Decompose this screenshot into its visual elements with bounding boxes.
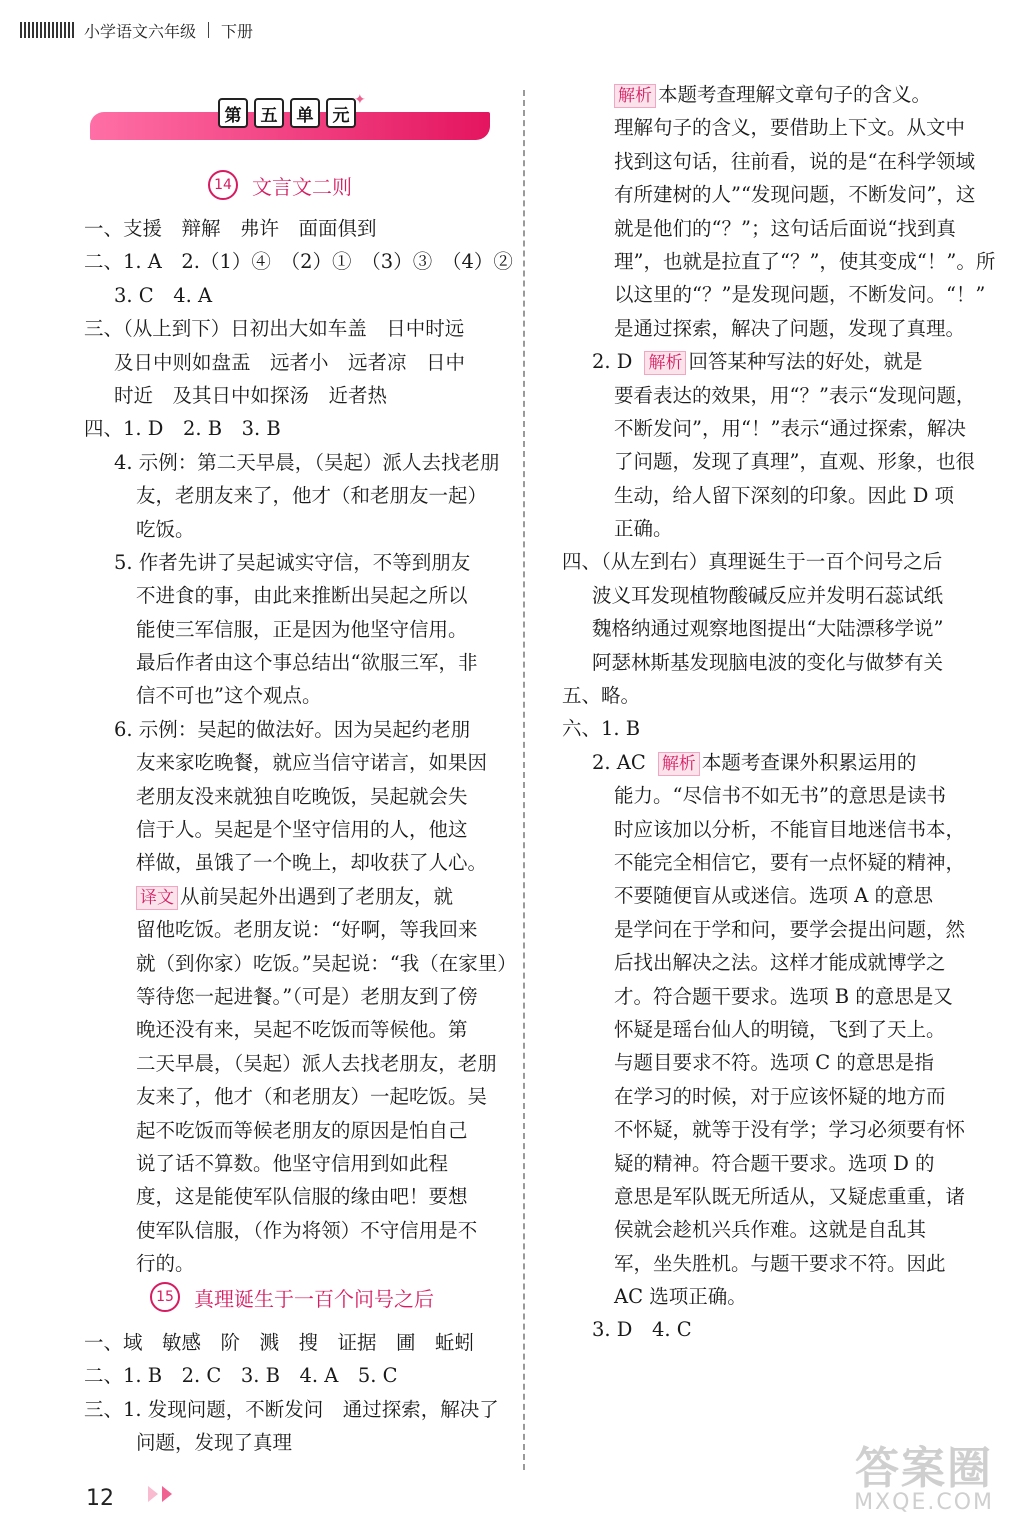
answer-line [84,679,514,712]
answer-text: 不能完全相信它，要有一点怀疑的精神， [614,850,966,874]
answer-text: 一、支援 辩解 弗许 面面俱到 [84,217,377,240]
answer-text: 使军队信服，（作为将领）不守信用是不 [136,1218,478,1242]
answer-line [562,312,992,345]
answer-text: 不进食的事，由此来推断出吴起之所以 [136,584,468,608]
answer-text: 最后作者由这个事总结出“欲服三军，非 [136,651,478,675]
column-divider [523,90,525,1470]
answer-line [562,1313,992,1346]
answer-line [562,479,992,512]
answer-line [84,646,514,679]
analysis-tag: 解析 [658,752,700,776]
answer-line [84,245,514,278]
answer-text: 问题，发现了真理 [136,1431,293,1455]
answer-text: 波义耳发现植物酸碱反应并发明石蕊试纸 [592,583,944,607]
answer-text: 本题考查课外积累运用的 [701,750,917,774]
answer-line [84,1080,514,1113]
answer-line [84,312,514,345]
answer-line [562,412,992,445]
answer-text: 时近 及其日中如探汤 近者热 [114,383,388,407]
book-title: 小学语文六年级 [84,21,197,41]
answer-text: 回答某种写法的好处，就是 [688,350,923,374]
lesson-14-heading [208,170,352,200]
answer-text: 度，这是能使军队信服的缘由吧！要想 [136,1185,468,1209]
answer-line [562,1046,992,1079]
answer-line [84,947,517,980]
answer-line [562,345,992,378]
answer-line [84,913,514,946]
answer-line [562,145,992,178]
answer-line [562,980,992,1013]
book-term: 下册 [221,21,254,41]
page-number: 12 [86,1486,114,1511]
answer-line [562,545,992,578]
answer-line [84,1326,514,1359]
answer-text: 吃饭。 [136,517,195,541]
answer-text: 阿瑟林斯基发现脑电波的变化与做梦有关 [592,650,944,674]
answer-text: 说了话不算数。他坚守信用到如此程 [136,1151,449,1175]
lesson-number: 15 [150,1282,180,1312]
answer-text: 是学问在于学和问，要学会提出问题，然 [614,917,966,941]
answer-line [562,379,992,412]
answer-text: 不要随便盲从或迷信。选项 A 的意思 [614,884,933,908]
analysis-tag: 译文 [136,886,178,910]
answer-text: 四、1. D 2. B 3. B [84,417,281,441]
answer-text: 以这里的“？”是发现问题，不断发问。“！” [614,283,986,307]
answer-text: 2. D [592,350,633,374]
answer-line [562,712,992,745]
answer-text: AC 选项正确。 [614,1285,747,1309]
watermark-logo: 答案圈 [855,1443,994,1494]
answer-line [562,612,992,645]
answer-line [84,1047,514,1080]
answer-line [562,278,992,311]
unit-char: 单 [290,98,320,128]
answer-line [562,1147,992,1180]
answer-line [84,279,514,312]
answer-text: 从前吴起外出遇到了老朋友，就 [180,884,454,908]
answer-line [84,379,514,412]
answer-line [562,1080,992,1113]
answer-line [562,846,992,879]
answer-text: 样做，虽饿了一个晚上，却收获了人心。 [136,851,488,875]
lesson-title: 文言文二则 [252,174,352,199]
lesson-title: 真理诞生于一百个问号之后 [194,1286,434,1311]
answer-text: 留他吃饭。老朋友说：“好啊，等我回来 [136,918,478,942]
lesson-15-heading [150,1282,434,1312]
answer-line [562,779,992,812]
header-barcode-icon [20,22,74,38]
answer-text: 晚还没有来，吴起不吃饭而等候他。第 [136,1018,468,1042]
answer-line [562,512,992,545]
answer-line [84,713,514,746]
lesson-number: 14 [208,170,238,200]
answer-text: 了问题，发现了真理”，直观、形象，也很 [614,450,975,474]
answer-text: 本题考查理解文章句子的含义。 [658,83,932,106]
answer-text: 找到这句话，往前看，说的是“在科学领域 [614,149,975,173]
unit-char: 五 [254,98,284,128]
answer-text: 老朋友没来就独自吃晚饭，吴起就会失 [136,784,468,808]
answer-text: 要看表达的效果，用“？”表示“发现问题， [614,383,976,407]
answer-line [84,780,514,813]
answer-line [562,646,992,679]
answer-line [84,613,514,646]
answer-line [562,1180,992,1213]
answer-text: 友来家吃晚餐，就应当信守诺言，如果因 [136,751,488,775]
answer-line [84,1393,514,1426]
answer-text: 六、1. B [562,717,641,741]
lesson-15-answers [84,1326,514,1460]
answer-text: 二、1. A 2.（1）④ （2）① （3）③ （4）② [84,250,513,274]
answer-line [562,1280,992,1313]
answer-text: 是通过探索，解决了问题，发现了真理。 [614,316,966,340]
answer-line [562,445,992,478]
answer-line [562,1013,992,1046]
page-arrows-icon [148,1486,172,1502]
answer-line [562,245,996,278]
answer-text: 及日中则如盘盂 远者小 远者凉 日中 [114,350,466,374]
answer-text: 就是他们的“？”；这句话后面说“找到真 [614,216,956,240]
answer-text: 2. AC [592,750,646,774]
answer-line [562,78,992,111]
answer-line [562,813,992,846]
running-header [20,10,253,50]
answer-line [84,513,514,546]
answer-text: 军，坐失胜机。与题干要求不符。因此 [614,1251,946,1275]
answer-text: 就（到你家）吃饭。”吴起说：“我（在家里） [136,951,517,975]
answer-text: 信于人。吴起是个坚守信用的人，他这 [136,818,468,842]
answer-text: 4. 示例：第二天早晨，（吴起）派人去找老朋 [114,450,500,474]
answer-line [84,412,514,445]
answer-text: 怀疑是瑶台仙人的明镜，飞到了天上。 [614,1017,946,1041]
answer-line [84,813,514,846]
answer-text: 3. D 4. C [592,1318,692,1342]
answer-line [84,1214,514,1247]
left-answer-column [84,212,517,1281]
answer-text: 不怀疑，就等于没有学；学习必须要有怀 [614,1118,966,1142]
answer-line [84,880,514,913]
answer-line [84,980,514,1013]
unit-char: 元 [326,98,356,128]
answer-line [84,579,514,612]
answer-line [562,746,992,779]
answer-text: 正确。 [614,517,673,541]
answer-line [84,1180,514,1213]
answer-text: 疑的精神。符合题干要求。选项 D 的 [614,1151,935,1175]
sparkle-icon: ✦ [354,92,366,108]
answer-line [562,1213,992,1246]
answer-line [562,111,992,144]
unit-char: 第 [218,98,248,128]
answer-text: 才。符合题干要求。选项 B 的意思是又 [614,984,953,1008]
answer-text: 时应该加以分析，不能盲目地迷信书本， [614,817,966,841]
analysis-tag: 解析 [614,84,656,108]
answer-line [562,579,992,612]
answer-line [562,212,992,245]
answer-line [84,346,514,379]
answer-text: 三、1. 发现问题，不断发问 通过探索，解决了 [84,1397,499,1421]
answer-text: 起不吃饭而等候老朋友的原因是怕自己 [136,1118,468,1142]
answer-text: 魏格纳通过观察地图提出“大陆漂移学说” [592,617,944,641]
answer-line [84,746,514,779]
answer-text: 能力。“尽信书不如无书”的意思是读书 [614,784,946,808]
answer-text: 5. 作者先讲了吴起诚实守信，不等到朋友 [114,550,471,574]
watermark [854,1432,994,1515]
answer-line [562,879,992,912]
answer-text: 意思是军队既无所适从，又疑虑重重，诸 [614,1184,966,1208]
answer-line [562,1247,992,1280]
answer-text: 友来了，他才（和老朋友）一起吃饭。吴 [136,1085,488,1109]
answer-text: 二、1. B 2. C 3. B 4. A 5. C [84,1364,398,1388]
answer-line [84,479,514,512]
answer-line [84,846,514,879]
answer-line [562,946,992,979]
answer-line [562,913,992,946]
answer-text: 与题目要求不符。选项 C 的意思是指 [614,1051,934,1075]
answer-line [84,1247,514,1280]
watermark-url: MXQE.COM [854,1490,994,1515]
answer-text: 五、略。 [562,684,641,708]
analysis-tag: 解析 [644,351,686,375]
answer-line [84,212,514,245]
answer-text: 行的。 [136,1252,195,1276]
answer-text: 3. C 4. A [114,283,213,307]
answer-line [562,1113,992,1146]
header-separator [208,22,209,38]
answer-text: 四、（从左到右）真理诞生于一百个问号之后 [562,550,943,574]
answer-text: 信不可也”这个观点。 [136,684,322,708]
answer-text: 侯就会趁机兴兵作难。这就是自乱其 [614,1218,927,1242]
answer-line [562,178,992,211]
answer-text: 生动，给人留下深刻的印象。因此 D 项 [614,483,955,507]
answer-text: 能使三军信服，正是因为他坚守信用。 [136,617,468,641]
answer-line [84,1359,514,1392]
answer-text: 理解句子的含义，要借助上下文。从文中 [614,116,966,140]
answer-text: 等待您一起进餐。”（可是）老朋友到了傍 [136,984,478,1008]
unit-title [218,98,356,128]
answer-text: 友，老朋友来了，他才（和老朋友一起） [136,484,488,508]
answer-line [562,679,992,712]
answer-text: 理”，也就是拉直了“？”，使其变成“！”。所 [614,249,996,273]
answer-text: 二天早晨，（吴起）派人去找老朋友，老朋 [136,1051,497,1075]
answer-text: 不断发问”，用“！”表示“通过探索，解决 [614,416,966,440]
answer-line [84,1013,514,1046]
answer-line [84,546,514,579]
answer-line [84,1114,514,1147]
answer-line [84,1426,514,1459]
answer-text: 后找出解决之法。这样才能成就博学之 [614,951,946,975]
answer-line [84,1147,514,1180]
right-answer-column [562,78,996,1347]
answer-text: 三、（从上到下）日初出大如车盖 日中时远 [84,317,465,341]
answer-text: 有所建树的人”“发现问题，不断发问”，这 [614,183,976,207]
answer-line [84,446,514,479]
answer-text: 在学习的时候，对于应该怀疑的地方而 [614,1084,946,1108]
answer-text: 一、域 敏感 阶 溅 搜 证据 圃 蚯蚓 [84,1331,475,1354]
answer-text: 6. 示例：吴起的做法好。因为吴起约老朋 [114,717,471,741]
